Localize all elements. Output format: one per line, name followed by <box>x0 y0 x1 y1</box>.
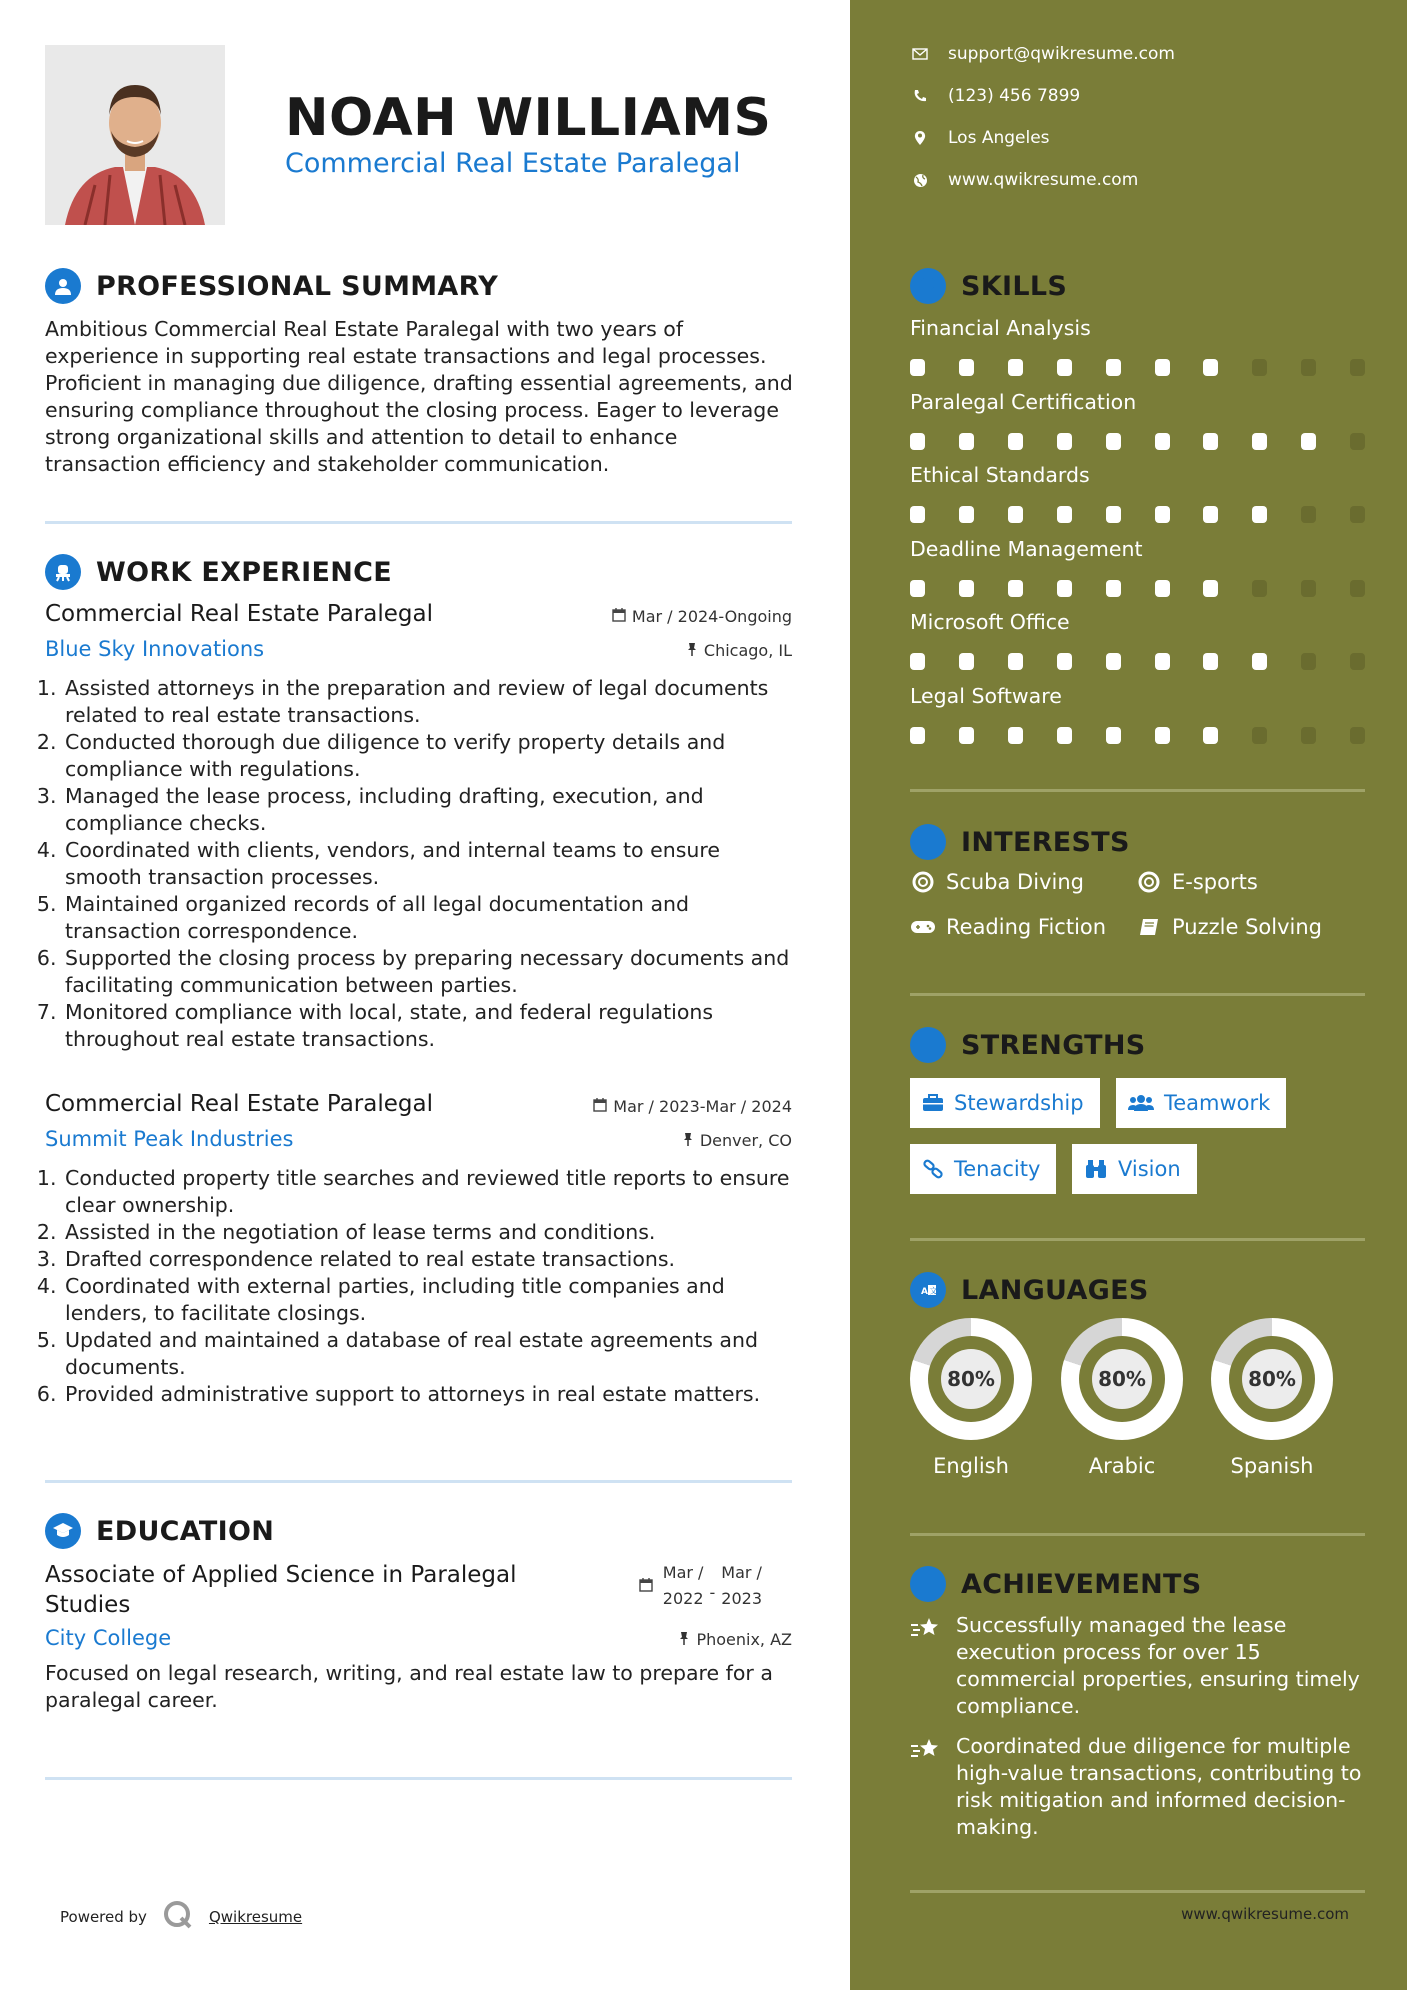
skills-header <box>910 268 1067 304</box>
email-text[interactable]: support@qwikresume.com <box>948 44 1175 64</box>
skill-dot <box>1252 433 1267 450</box>
interest-item <box>1136 915 1322 939</box>
skill-dot <box>1008 653 1023 670</box>
achievements-title: ACHIEVEMENTS <box>961 1568 1202 1600</box>
summary-header <box>45 268 498 304</box>
qwikresume-logo-icon <box>163 1900 193 1934</box>
skill-dot <box>1252 727 1267 744</box>
achievement-text: Successfully managed the lease execution process for over 15 commercial properties, ensuring timely compliance. <box>956 1613 1360 1718</box>
skill-dot <box>1106 359 1121 376</box>
gamepad-icon <box>910 919 936 935</box>
school: City College <box>45 1626 172 1650</box>
strengths-header <box>910 1027 1146 1063</box>
candidate-name: NOAH WILLIAMS <box>285 88 772 148</box>
interest-item <box>1136 870 1258 894</box>
interest-item <box>910 915 1106 939</box>
list-item: 1. Assisted attorneys in the preparation and review of legal documents related to real estate transactions. <box>63 675 792 729</box>
education-title: EDUCATION <box>96 1515 275 1547</box>
skill-dot <box>1008 433 1023 450</box>
skill-dot <box>1203 580 1218 597</box>
list-item: 4. Coordinated with clients, vendors, and internal teams to ensure smooth transaction processes. <box>63 837 792 891</box>
skill-dot <box>1203 359 1218 376</box>
lightbulb-icon <box>910 268 946 304</box>
language-percent: 80% <box>1092 1349 1152 1409</box>
language-ring <box>1211 1318 1333 1440</box>
strength-badge <box>910 1144 1056 1194</box>
envelope-icon <box>910 48 930 60</box>
skill-dot <box>910 433 925 450</box>
contact-phone <box>910 86 1080 106</box>
skill-dot <box>1155 433 1170 450</box>
skill-item <box>910 610 1365 634</box>
list-item: 6. Provided administrative support to attorneys in real estate matters. <box>63 1381 792 1408</box>
skill-dot <box>1057 580 1072 597</box>
skill-dot <box>910 727 925 744</box>
skill-item <box>910 684 1365 708</box>
job-location-text: Denver, CO <box>699 1131 792 1150</box>
job-date-text: Mar / 2023-Mar / 2024 <box>613 1097 792 1116</box>
job-entry <box>45 601 792 1053</box>
skill-dot <box>1106 580 1121 597</box>
user-icon <box>45 268 81 304</box>
experience-title: WORK EXPERIENCE <box>96 556 392 588</box>
skill-dot <box>1008 359 1023 376</box>
skill-dot <box>1350 433 1365 450</box>
shooting-star-icon <box>910 1733 944 1841</box>
job-title: Commercial Real Estate Paralegal <box>45 601 433 627</box>
website-text[interactable]: www.qwikresume.com <box>948 170 1139 190</box>
skills-title: SKILLS <box>961 270 1068 302</box>
contact-location <box>910 128 1050 148</box>
skill-dot <box>959 653 974 670</box>
date-start-line: Mar / <box>662 1563 704 1582</box>
language-ring <box>910 1318 1032 1440</box>
skill-dot <box>959 359 974 376</box>
skill-dot <box>1203 506 1218 523</box>
divider <box>45 1480 792 1483</box>
summary-title: PROFESSIONAL SUMMARY <box>96 270 499 302</box>
interest-label: Scuba Diving <box>946 870 1084 894</box>
skill-dot <box>1203 727 1218 744</box>
calendar-icon <box>593 1097 607 1116</box>
education-date <box>639 1560 762 1612</box>
list-item: 6. Supported the closing process by preparing necessary documents and facilitating communication between parties. <box>63 945 792 999</box>
pin-icon <box>682 1131 694 1150</box>
skill-dot <box>1155 506 1170 523</box>
achievements-header <box>910 1566 1202 1602</box>
skill-item <box>910 390 1365 414</box>
skill-dot <box>1155 359 1170 376</box>
job-company: Blue Sky Innovations <box>45 637 265 661</box>
phone-icon <box>910 89 930 103</box>
degree: Associate of Applied Science in Paralegal Studies <box>45 1562 517 1618</box>
languages-header <box>910 1272 1149 1308</box>
skill-dot <box>1301 580 1316 597</box>
achievement-text: Coordinated due diligence for multiple high-value transactions, contributing to risk mitigation and informed decision-making. <box>956 1734 1362 1839</box>
date-end-line: 2023 <box>721 1589 762 1608</box>
footer-website[interactable]: www.qwikresume.com <box>1181 1905 1349 1923</box>
calendar-icon <box>639 1577 653 1596</box>
skill-dot <box>1008 506 1023 523</box>
skill-dot <box>1008 727 1023 744</box>
skill-dot <box>910 506 925 523</box>
contact-website <box>910 170 1138 190</box>
binoculars-icon <box>1084 1159 1108 1179</box>
job-title: Commercial Real Estate Paralegal <box>45 1091 433 1117</box>
book-icon <box>1136 917 1162 937</box>
language-item <box>1061 1318 1183 1478</box>
job-bullets <box>45 1165 792 1408</box>
experience-header <box>45 554 392 590</box>
star-badge-icon <box>910 1566 946 1602</box>
strength-label: Stewardship <box>954 1091 1084 1115</box>
language-percent: 80% <box>941 1349 1001 1409</box>
skill-dot <box>1057 506 1072 523</box>
skill-dot <box>1301 653 1316 670</box>
date-separator: - <box>709 1582 716 1602</box>
skill-dot <box>1057 653 1072 670</box>
svg-text:A: A <box>921 1287 928 1297</box>
skill-dot <box>1252 653 1267 670</box>
skill-dot <box>1155 653 1170 670</box>
list-item: 2. Assisted in the negotiation of lease terms and conditions. <box>63 1219 792 1246</box>
interest-label: Reading Fiction <box>946 915 1107 939</box>
language-ring-inner <box>1079 1336 1165 1422</box>
skill-dot <box>1203 433 1218 450</box>
strength-badge <box>1116 1078 1286 1128</box>
users-icon <box>1128 1094 1154 1112</box>
skill-name: Financial Analysis <box>910 316 1091 340</box>
fist-icon <box>910 1027 946 1063</box>
skill-dot <box>1301 506 1316 523</box>
job-location-text: Chicago, IL <box>703 641 792 660</box>
divider <box>910 993 1365 996</box>
language-icon <box>910 1272 946 1308</box>
skill-dot <box>1350 653 1365 670</box>
skill-dot <box>1350 580 1365 597</box>
interest-item <box>910 870 1084 894</box>
skill-dot <box>1252 580 1267 597</box>
education-header <box>45 1513 274 1549</box>
skill-dot <box>1057 359 1072 376</box>
skill-dot <box>910 580 925 597</box>
education-entry <box>45 1560 792 1714</box>
divider <box>910 1533 1365 1536</box>
skill-dot <box>1301 727 1316 744</box>
language-percent: 80% <box>1242 1349 1302 1409</box>
job-date-text: Mar / 2024-Ongoing <box>631 607 792 626</box>
profile-photo <box>45 45 225 225</box>
language-item <box>1211 1318 1333 1478</box>
skill-dot <box>1203 653 1218 670</box>
language-ring-inner <box>928 1336 1014 1422</box>
skill-dot <box>1057 727 1072 744</box>
skill-dot <box>1252 506 1267 523</box>
skill-dot <box>959 580 974 597</box>
strength-badge <box>1072 1144 1197 1194</box>
skill-name: Legal Software <box>910 683 1062 708</box>
language-ring-inner <box>1229 1336 1315 1422</box>
skill-dot <box>1008 580 1023 597</box>
summary-text: Ambitious Commercial Real Estate Paralegal with two years of experience in supporting real estate transactions and legal processes. Proficient in managing due diligence, drafting essential agreements, and ensuring compliance throughout the closing process. Eager to leverage strong organizational skills and attention to detail to enhance transaction efficiency and stakeholder communication. <box>45 317 793 476</box>
candidate-role: Commercial Real Estate Paralegal <box>285 148 741 179</box>
skill-dot <box>1155 727 1170 744</box>
briefcase-icon <box>922 1094 944 1112</box>
strengths-title: STRENGTHS <box>961 1029 1146 1061</box>
list-item: 3. Drafted correspondence related to real estate transactions. <box>63 1246 792 1273</box>
language-ring <box>1061 1318 1183 1440</box>
divider <box>910 1890 1365 1893</box>
date-end <box>721 1560 762 1612</box>
skill-dot <box>1350 727 1365 744</box>
education-location <box>678 1630 792 1649</box>
skill-name: Deadline Management <box>910 536 1143 561</box>
skill-item <box>910 463 1365 487</box>
skill-dot <box>1057 433 1072 450</box>
life-ring-icon <box>1136 871 1162 893</box>
list-item: 7. Monitored compliance with local, state, and federal regulations throughout real estate transactions. <box>63 999 792 1053</box>
date-start-line: 2022 <box>662 1589 704 1608</box>
interest-label: E-sports <box>1172 870 1258 894</box>
list-item: 4. Coordinated with external parties, including title companies and lenders, to facilitate closings. <box>63 1273 792 1327</box>
job-entry <box>45 1091 792 1408</box>
divider <box>910 789 1365 792</box>
language-name: Arabic <box>1088 1454 1156 1478</box>
skill-dot <box>1350 506 1365 523</box>
skill-dot <box>1106 727 1121 744</box>
calendar-icon <box>612 607 626 626</box>
skill-dot <box>959 727 974 744</box>
graduation-cap-icon <box>45 1513 81 1549</box>
interest-label: Puzzle Solving <box>1172 915 1322 939</box>
life-ring-icon <box>910 871 936 893</box>
skill-dot <box>1106 433 1121 450</box>
date-end-line: Mar / <box>721 1563 762 1582</box>
interests-title: INTERESTS <box>961 826 1130 858</box>
list-item: 2. Conducted thorough due diligence to verify property details and compliance with regulations. <box>63 729 792 783</box>
skill-dot <box>1301 359 1316 376</box>
job-date <box>593 1097 792 1116</box>
skill-dot <box>1106 506 1121 523</box>
powered-by-label: Powered by <box>60 1908 147 1926</box>
language-name: Spanish <box>1230 1454 1314 1478</box>
interests-header <box>910 824 1130 860</box>
svg-text:文: 文 <box>929 1286 938 1296</box>
languages-title: LANGUAGES <box>961 1274 1149 1306</box>
contact-email <box>910 44 1175 64</box>
skill-dot <box>959 506 974 523</box>
skill-item <box>910 537 1365 561</box>
divider <box>45 1777 792 1780</box>
pin-icon <box>686 641 698 660</box>
shooting-star-icon <box>910 1612 944 1720</box>
globe-icon <box>910 173 930 188</box>
job-bullets <box>45 675 792 1053</box>
list-item: 5. Updated and maintained a database of real estate agreements and documents. <box>63 1327 792 1381</box>
education-description: Focused on legal research, writing, and real estate law to prepare for a paralegal career. <box>45 1661 773 1712</box>
divider <box>45 521 792 524</box>
map-marker-icon <box>910 130 930 146</box>
skill-dot <box>910 653 925 670</box>
skill-dot <box>959 433 974 450</box>
briefcase-chair-icon <box>45 554 81 590</box>
job-date <box>612 607 792 626</box>
strength-label: Tenacity <box>954 1157 1041 1181</box>
skill-dot <box>1155 580 1170 597</box>
job-location <box>682 1131 792 1150</box>
job-location <box>686 641 792 660</box>
job-company: Summit Peak Industries <box>45 1127 294 1151</box>
skill-dot <box>1301 433 1316 450</box>
skill-item <box>910 316 1365 340</box>
language-name: English <box>933 1454 1009 1478</box>
date-start <box>663 1560 704 1612</box>
education-location-text: Phoenix, AZ <box>696 1630 792 1649</box>
powered-by <box>60 1900 302 1934</box>
divider <box>910 1238 1365 1241</box>
brand-link[interactable]: Qwikresume <box>208 1908 303 1926</box>
list-item: 3. Managed the lease process, including drafting, execution, and compliance checks. <box>63 783 792 837</box>
location-text: Los Angeles <box>948 128 1050 148</box>
strength-label: Teamwork <box>1164 1091 1271 1115</box>
achievement-item <box>910 1612 1365 1720</box>
strength-label: Vision <box>1118 1157 1181 1181</box>
skill-name: Paralegal Certification <box>910 389 1137 414</box>
strength-badge <box>910 1078 1100 1128</box>
skill-name: Ethical Standards <box>910 463 1090 487</box>
language-item <box>910 1318 1032 1478</box>
skill-dot <box>1350 359 1365 376</box>
achievement-item <box>910 1733 1365 1841</box>
phone-text[interactable]: (123) 456 7899 <box>948 86 1081 106</box>
list-item: 1. Conducted property title searches and reviewed title reports to ensure clear ownership. <box>63 1165 792 1219</box>
skill-dot <box>910 359 925 376</box>
skill-dot <box>1106 653 1121 670</box>
pin-icon <box>678 1630 690 1649</box>
skill-dot <box>1252 359 1267 376</box>
paper-plane-icon <box>910 824 946 860</box>
list-item: 5. Maintained organized records of all legal documentation and transaction correspondence. <box>63 891 792 945</box>
skill-name: Microsoft Office <box>910 610 1070 634</box>
link-icon <box>922 1159 944 1179</box>
